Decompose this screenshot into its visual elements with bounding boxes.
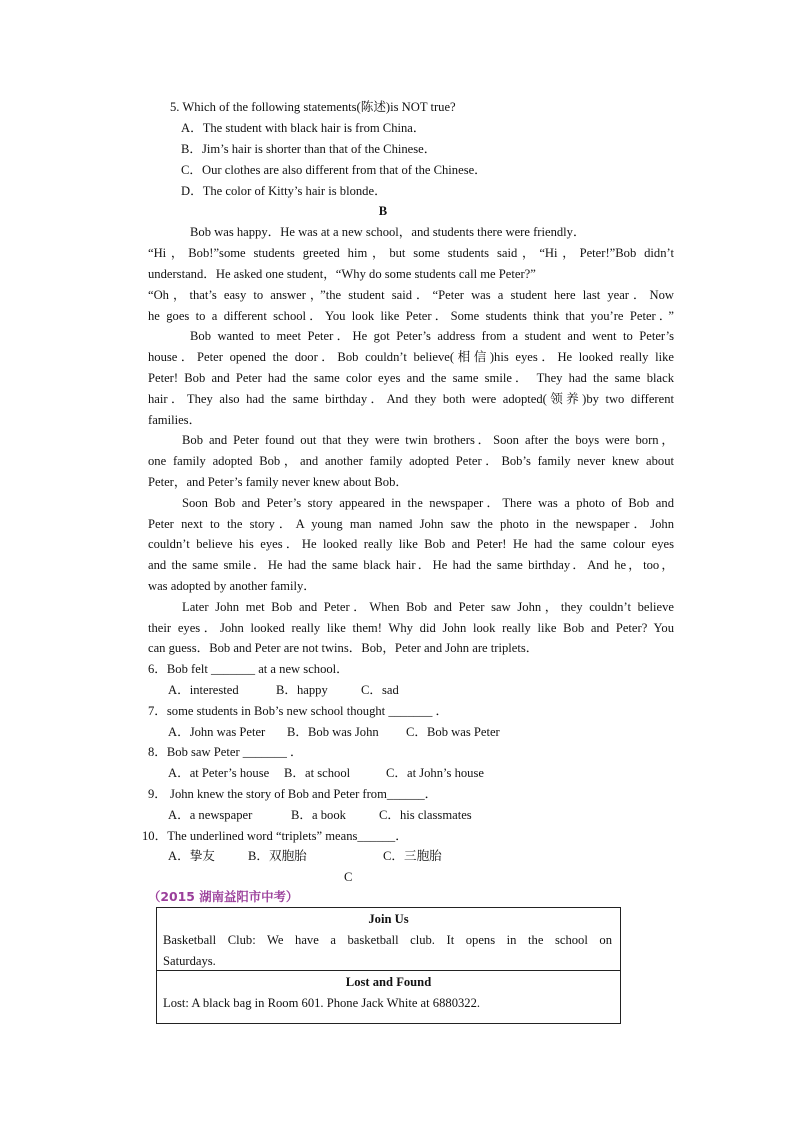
- table-divider: [156, 970, 621, 971]
- section-c-heading: C: [344, 870, 353, 884]
- passage-line: their eyes．John looked really like them! Why did John look really like Bob and Peter? You: [148, 621, 674, 635]
- q8-option-a: A．at Peter’s house: [168, 766, 270, 780]
- q5-option-c: C．Our clothes are also different from that of the Chinese．: [181, 163, 487, 177]
- q10-option-a: A．挚友: [168, 849, 215, 863]
- q5-option-b: B．Jim’s hair is shorter than that of the Chinese．: [181, 142, 437, 156]
- q10-option-c: C．三胞胎: [383, 849, 442, 863]
- q6-option-c: C．sad: [361, 683, 399, 697]
- passage-line: Peter! Bob and Peter had the same color eyes and the same smile． They had the same black: [148, 371, 674, 385]
- q6-option-a: A．interested: [168, 683, 239, 697]
- q9-option-a: A．a newspaper: [168, 808, 253, 822]
- q8-option-c: C．at John’s house: [386, 766, 484, 780]
- source-tag: （2015 湖南益阳市中考）: [148, 889, 299, 904]
- q7-option-b: B．Bob was John: [287, 725, 379, 739]
- passage-line: one family adopted Bob，and another family adopted Peter．Bob’s family never knew about: [148, 454, 674, 468]
- passage-line: Bob wanted to meet Peter．He got Peter’s address from a student and went to Peter’s: [190, 329, 674, 343]
- q6-option-b: B．happy: [276, 683, 328, 697]
- notice-body: Lost: A black bag in Room 601. Phone Jack White at 6880322.: [163, 996, 481, 1010]
- q9-option-c: C．his classmates: [379, 808, 472, 822]
- q9-option-b: B．a book: [291, 808, 346, 822]
- notice-body: Saturdays.: [163, 954, 216, 968]
- passage-line: understand．He asked one student，“Why do some students call me Peter?”: [148, 267, 536, 281]
- notice-title-lost-found: Lost and Found: [345, 975, 432, 989]
- passage-line: hair．They also had the same birthday．And they both were adopted(领养)by two different: [148, 392, 674, 406]
- passage-line: Bob and Peter found out that they were twin brothers．Soon after the boys were born，: [182, 433, 674, 447]
- passage-line: can guess．Bob and Peter are not twins．Bob，Peter and John are triplets．: [148, 641, 539, 655]
- passage-line: couldn’t believe his eyes．He looked really like Bob and Peter! He had the same colour eyes: [148, 537, 674, 551]
- notice-body: Basketball Club: We have a basketball club. It opens in the school on: [163, 933, 612, 947]
- passage-line: Peter next to the story．A young man named John saw the photo in the newspaper．John: [148, 517, 674, 531]
- passage-line: house．Peter opened the door．Bob couldn’t believe(相信)his eyes．He looked really like: [148, 350, 674, 364]
- q6-stem: 6．Bob felt _______ at a new school．: [148, 662, 349, 676]
- q8-stem: 8．Bob saw Peter _______ ．: [148, 745, 303, 759]
- q10-stem: 10．The underlined word “triplets” means______．: [142, 829, 408, 843]
- passage-line: was adopted by another family．: [148, 579, 316, 593]
- q7-stem: 7．some students in Bob’s new school thought _______ ．: [148, 704, 449, 718]
- passage-line: Soon Bob and Peter’s story appeared in the newspaper．There was a photo of Bob and: [182, 496, 674, 510]
- passage-line: Peter，and Peter’s family never knew about Bob．: [148, 475, 408, 489]
- q8-option-b: B．at school: [284, 766, 351, 780]
- q5-option-a: A．The student with black hair is from China．: [181, 121, 426, 135]
- passage-line: “Oh，that’s easy to answer，”the student said．“Peter was a student here last year．Now: [148, 288, 674, 302]
- q5-option-d: D．The color of Kitty’s hair is blonde．: [181, 184, 387, 198]
- q7-option-c: C．Bob was Peter: [406, 725, 500, 739]
- q7-option-a: A．John was Peter: [168, 725, 266, 739]
- passage-line: “Hi，Bob!”some students greeted him，but some students said，“Hi，Peter!”Bob didn’t: [148, 246, 674, 260]
- q10-option-b: B．双胞胎: [248, 849, 307, 863]
- passage-line: Later John met Bob and Peter．When Bob and Peter saw John，they couldn’t believe: [182, 600, 674, 614]
- passage-line: families．: [148, 413, 202, 427]
- section-b-heading: B: [378, 204, 388, 218]
- q5-question: 5. Which of the following statements(陈述)is NOT true?: [170, 100, 456, 114]
- passage-line: he goes to a different school．You look like Peter．Some students think that you’re Peter．”: [148, 309, 674, 323]
- passage-line: and the same smile．He had the same black hair．He had the same birthday．And he，too，: [148, 558, 674, 572]
- notice-title-join-us: Join Us: [368, 912, 409, 926]
- passage-line: Bob was happy．He was at a new school，and students there were friendly．: [190, 225, 586, 239]
- q9-stem: 9． John knew the story of Bob and Peter from______．: [148, 787, 438, 801]
